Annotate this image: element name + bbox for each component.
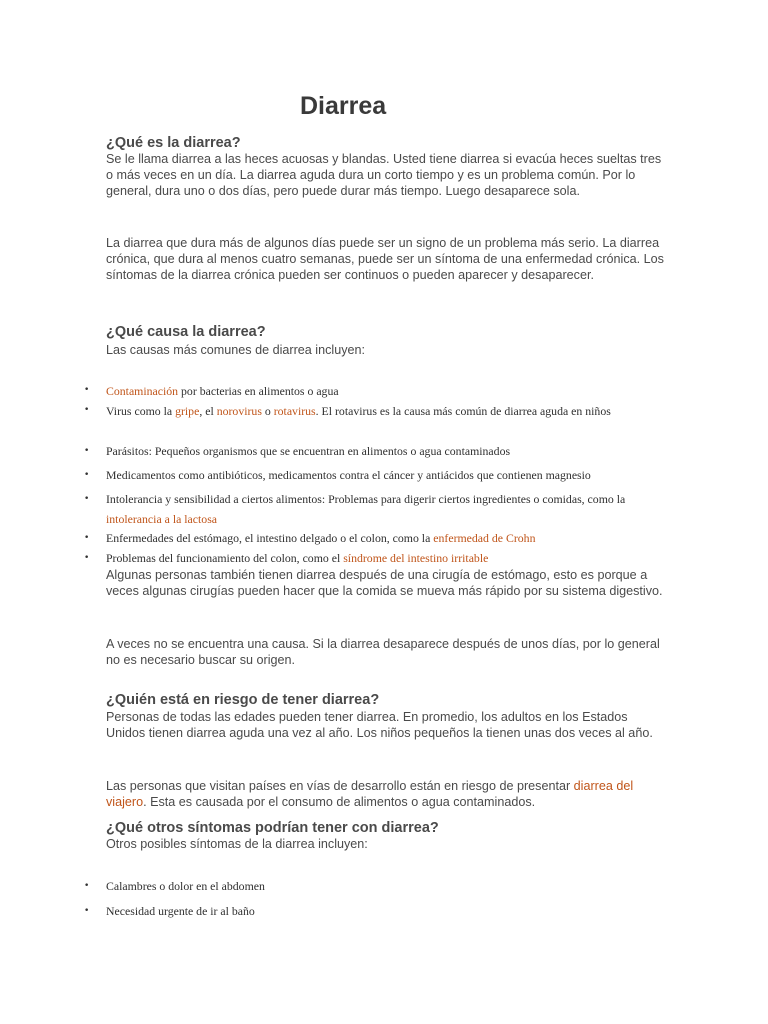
list-item-medications: Medicamentos como antibióticos, medicamentos contra el cáncer y antiácidos que contienen magnesio [106, 468, 591, 482]
heading-causes: ¿Qué causa la diarrea? [106, 324, 266, 340]
list-item-intolerance: Intolerancia y sensibilidad a ciertos alimentos: Problemas para digerir ciertos ingredientes o comidas, como la intolerancia a la lactosa [106, 492, 626, 526]
bullet-icon: • [84, 533, 90, 543]
bullet-icon: • [84, 385, 90, 395]
bullet-icon: • [84, 470, 90, 480]
link-contaminacion[interactable]: Contaminación [106, 384, 179, 398]
link-ibs[interactable]: síndrome del intestino irritable [343, 551, 489, 565]
list-item-parasites: Parásitos: Pequeños organismos que se encuentran en alimentos o agua contaminados [106, 444, 511, 458]
list-item-urgency: Necesidad urgente de ir al baño [106, 904, 255, 918]
paragraph-ages: Personas de todas las edades pueden tener diarrea. En promedio, los adultos en los Estados Unidos tienen diarrea aguda una vez al año. Los niños pequeños la tienen unas dos veces al año. [106, 710, 653, 740]
list-item-contamination: Contaminación por bacterias en alimentos o agua [106, 384, 339, 398]
paragraph-travelers: Las personas que visitan países en vías de desarrollo están en riesgo de presentar diarrea del viajero. Esta es causada por el consumo de alimentos o agua contaminados. [106, 779, 634, 809]
page-title: Diarrea [300, 92, 387, 120]
bullet-icon: • [84, 553, 90, 563]
paragraph-no-cause: A veces no se encuentra una causa. Si la diarrea desaparece después de unos días, por lo general no es necesario buscar su origen. [106, 637, 660, 667]
list-item-cramps: Calambres o dolor en el abdomen [106, 879, 265, 893]
heading-symptoms: ¿Qué otros síntomas podrían tener con diarrea? [106, 820, 439, 836]
paragraph-definition: Se le llama diarrea a las heces acuosas y blandas. Usted tiene diarrea si evacúa heces sueltas tres o más veces en un día. La diarrea aguda dura un corto tiempo y es un problema común. Por lo general, dura uno o dos días, pero puede durar más tiempo. Luego desaparece sola. [106, 152, 662, 198]
list-item-colon-problems: Problemas del funcionamiento del colon, como el síndrome del intestino irritable [106, 551, 489, 565]
link-lactose-intolerance[interactable]: intolerancia a la lactosa [106, 512, 218, 526]
paragraph-surgery: Algunas personas también tienen diarrea después de una cirugía de estómago, esto es porque a veces algunas cirugías pueden hacer que la comida se mueva más rápido por su sistema digestivo. [106, 568, 663, 598]
link-crohn[interactable]: enfermedad de Crohn [433, 531, 536, 545]
link-gripe[interactable]: gripe [175, 404, 200, 418]
bullet-icon: • [84, 906, 90, 916]
paragraph-causes-intro: Las causas más comunes de diarrea incluyen: [106, 343, 366, 357]
bullet-icon: • [84, 405, 90, 415]
bullet-icon: • [84, 494, 90, 504]
list-item-diseases: Enfermedades del estómago, el intestino delgado o el colon, como la enfermedad de Crohn [106, 531, 536, 545]
link-rotavirus[interactable]: rotavirus [273, 404, 316, 418]
link-norovirus[interactable]: norovirus [216, 404, 262, 418]
bullet-icon: • [84, 881, 90, 891]
heading-risk: ¿Quién está en riesgo de tener diarrea? [106, 692, 380, 708]
bullet-icon: • [84, 446, 90, 456]
list-item-virus: Virus como la gripe, el norovirus o rotavirus. El rotavirus es la causa más común de diarrea aguda en niños [106, 404, 611, 418]
paragraph-chronic: La diarrea que dura más de algunos días puede ser un signo de un problema más serio. La diarrea crónica, que dura al menos cuatro semanas, puede ser un síntoma de una enfermedad crónica. Los síntomas de la diarrea crónica pueden ser continuos o pueden aparecer y desaparecer. [106, 236, 664, 282]
heading-what-is: ¿Qué es la diarrea? [106, 135, 241, 151]
link-travelers-diarrhea[interactable]: diarrea del viajero [106, 779, 634, 809]
paragraph-symptoms-intro: Otros posibles síntomas de la diarrea incluyen: [106, 837, 368, 851]
